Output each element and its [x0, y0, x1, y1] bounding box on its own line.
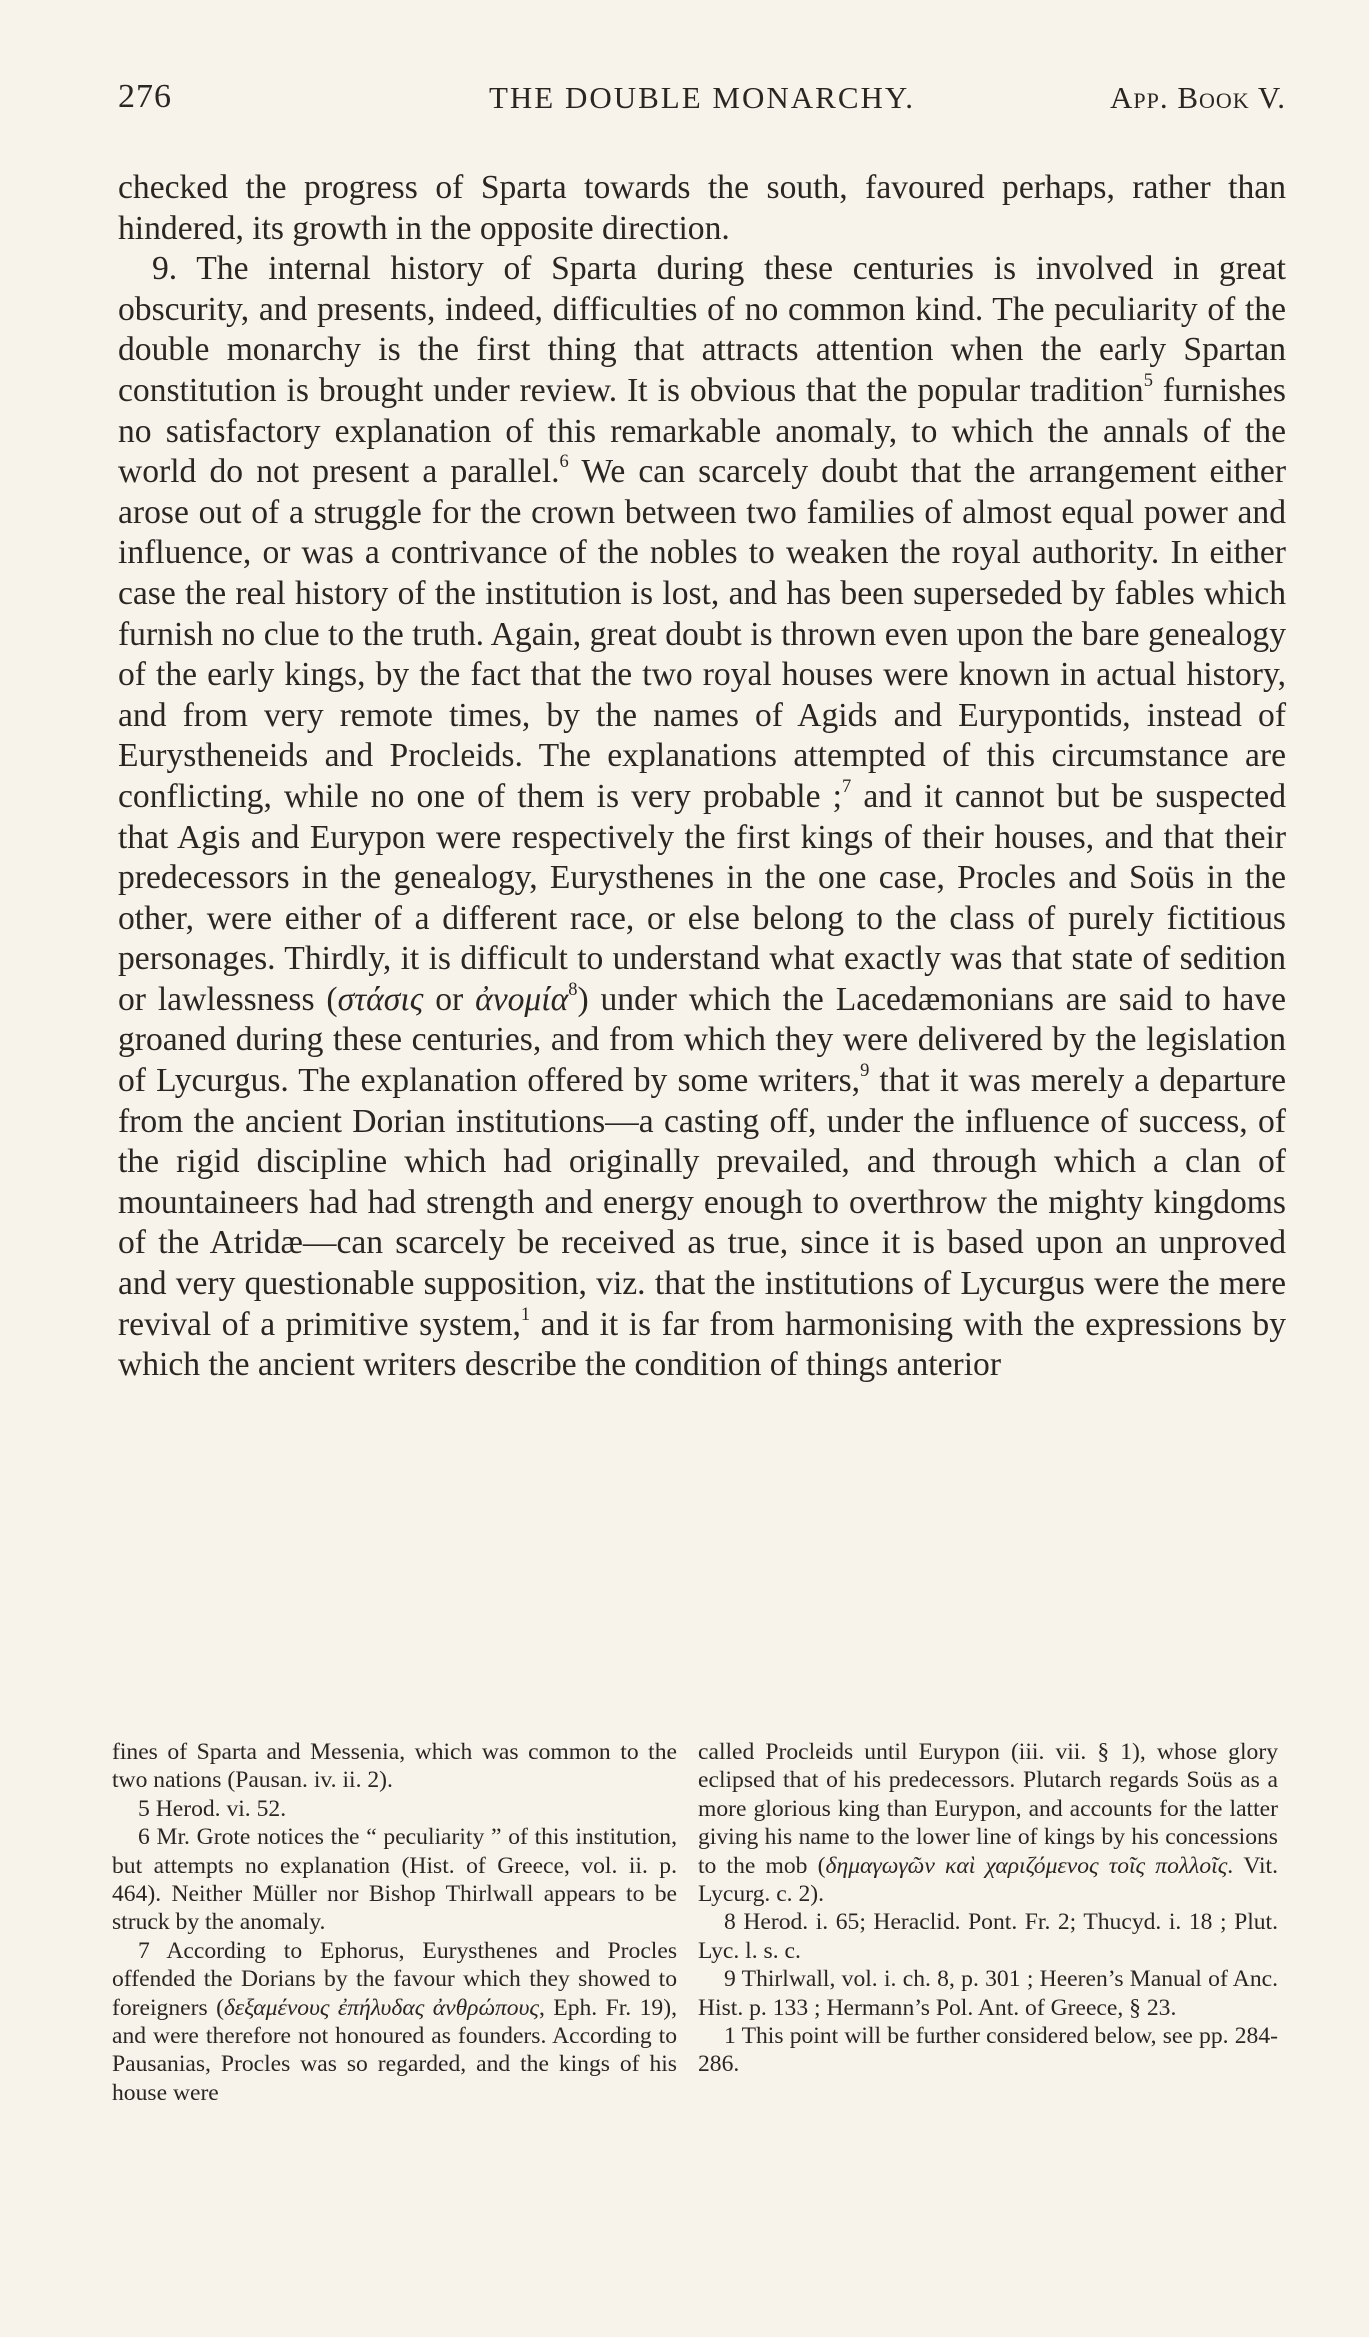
footnote-ref-9[interactable]: 9: [860, 1060, 870, 1081]
footnote-5: 5 Herod. vi. 52.: [138, 1795, 287, 1822]
text-run: , Eph. Fr. 19), and were therefore not honoured as founders. According to Pausanias, Procles was so regarded, and the kings of his house were: [112, 1994, 677, 2106]
text-run: and it is far from harmonising with the expressions by which the ancient writers describe the condition of things anterior: [118, 1305, 1286, 1384]
footnote-1: 1 This point will be further considered below, see pp. 284-286.: [698, 2023, 1278, 2078]
text-run: We can scarcely doubt that the arrangement either arose out of a struggle for the crown between two families of almost equal power and influence, or was a contrivance of the nobles to weaken the royal authority. In either case the real history of the institution is lost, and has been superseded by fables which furnish no clue to the truth. Again, great doubt is thrown even upon the bare genealogy of the early kings, by the fact that the two royal houses were known in actual history, and from very remote times, by the names of Agids and Eurypontids, instead of Eurystheneids and Procleids. The explanations attempted of this circumstance are conflicting, while no one of them is very probable ;: [118, 453, 1286, 815]
footnote-7-continued: [698, 1738, 1278, 1908]
footnote-ref-6[interactable]: 6: [559, 451, 569, 472]
footnotes-right-column: [698, 1738, 1278, 2079]
greek-term: ἀνομία: [475, 980, 569, 1018]
text-run: called Procleids until Eurypon (iii. vii. § 1), whose glory eclipsed that of his predecessors. Plutarch regards Soüs as a more glorious king than Eurypon, and accounts for the latter giving his name to the lower line of kings by his concessions to the mob (: [698, 1739, 1278, 1879]
footnote-9: 9 Thirlwall, vol. i. ch. 8, p. 301 ; Heeren’s Manual of Anc. Hist. p. 133 ; Hermann’s Pol. Ant. of Greece, § 23.: [698, 1966, 1278, 2021]
footnote-6: 6 Mr. Grote notices the “ peculiarity ” of this institution, but attempts no explanation (Hist. of Greece, vol. ii. p. 464). Neither Müller nor Bishop Thirlwall appears to be struck by the anomaly.: [112, 1824, 677, 1936]
text-run: 9. The internal history of Sparta during these centuries is involved in great obscurity, and presents, indeed, difficulties of no common kind. The peculiarity of the double monarchy is the first thing that attracts attention when the early Spartan constitution is brought under review. It is obvious that the popular tradition: [118, 250, 1286, 409]
text-run: 7 According to Ephorus, Eurysthenes and Procles offended the Dorians by the favour which they showed to foreigners (: [112, 1937, 677, 2021]
footnote-ref-7[interactable]: 7: [841, 776, 852, 797]
paragraph-9: [118, 249, 1286, 1386]
book-reference: App. Book V.: [1109, 80, 1286, 115]
footnote-7: [112, 1937, 677, 2107]
footnote-ref-5[interactable]: 5: [1143, 370, 1153, 391]
main-text: [118, 168, 1286, 1386]
footnote-continued: fines of Sparta and Messenia, which was common to the two nations (Pausan. iv. ii. 2).: [112, 1739, 677, 1794]
page-number: 276: [118, 78, 172, 115]
footnote-ref-1[interactable]: 1: [520, 1303, 531, 1324]
greek-quote: δημαγωγῶν καὶ χαριζόμενος τοῖς πολλοῖς: [825, 1852, 1228, 1879]
running-head: [118, 78, 1286, 128]
footnotes-left-column: [112, 1738, 677, 2107]
text-run: or: [423, 980, 476, 1018]
greek-term: στάσις: [337, 980, 424, 1018]
text-run: and it cannot but be suspected that Agis and Eurypon were respectively the first kings of their houses, and that their predecessors in the genealogy, Eurysthenes in the one case, Procles and Soüs in the other, were either of a different race, or else belong to the class of purely fictitious personages. Thirdly, it is difficult to understand what exactly was that state of sedition or lawlessness (: [118, 777, 1286, 1018]
text-run: . Vit. Lycurg. c. 2).: [698, 1852, 1278, 1908]
footnote-8: 8 Herod. i. 65; Heraclid. Pont. Fr. 2; Thucyd. i. 18 ; Plut. Lyc. l. s. c.: [698, 1909, 1278, 1964]
footnote-ref-8[interactable]: 8: [568, 979, 578, 1000]
running-title: THE DOUBLE MONARCHY.: [488, 80, 916, 115]
text-run: furnishes no satisfactory explanation of this remarkable anomaly, to which the annals of the world do not present a parallel.: [118, 371, 1286, 491]
greek-quote: δεξαμένους ἐπήλυδας ἀνθρώπους: [223, 1994, 539, 2021]
paragraph-continued: checked the progress of Sparta towards the south, favoured perhaps, rather than hindered, its growth in the opposite direction.: [118, 169, 1286, 247]
text-run: that it was merely a departure from the ancient Dorian institutions—a casting off, under the influence of success, of the rigid discipline which had originally prevailed, and through which a clan of mountaineers had had strength and energy enough to overthrow the mighty kingdoms of the Atridæ—can scarcely be received as true, since it is based upon an unproved and very questionable supposition, viz. that the institutions of Lycurgus were the mere revival of a primitive system,: [118, 1062, 1286, 1343]
text-run: ) under which the Lacedæmonians are said to have groaned during these centuries, and from which they were delivered by the legislation of Lycurgus. The explanation offered by some writers,: [118, 980, 1287, 1100]
